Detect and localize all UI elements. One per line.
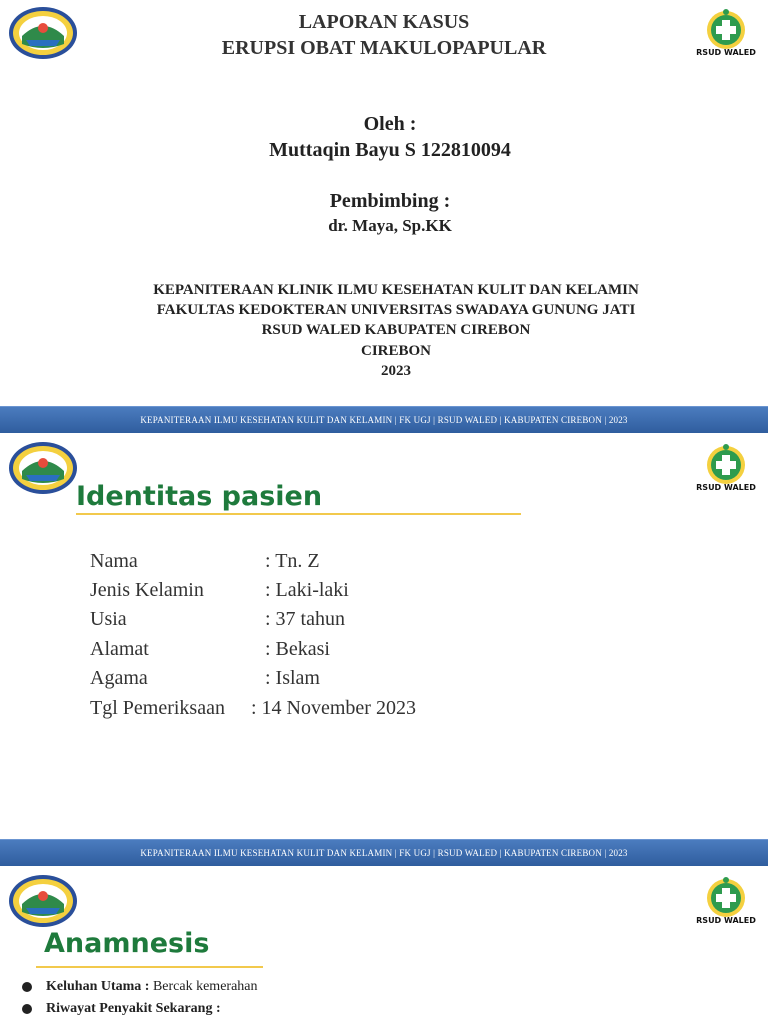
identity-value: : Laki-laki xyxy=(265,579,349,601)
section-heading: Identitas pasien xyxy=(76,481,323,512)
identity-label: Alamat xyxy=(90,638,149,660)
identity-row xyxy=(90,579,349,602)
identity-row xyxy=(90,697,416,720)
heading-underline xyxy=(36,966,263,968)
item-label: Keluhan Utama : xyxy=(46,979,150,994)
identity-label: Usia xyxy=(90,608,127,630)
identity-value: : 14 November 2023 xyxy=(251,697,416,719)
slide-title-line1: LAPORAN KASUS xyxy=(298,11,470,33)
identity-row xyxy=(90,608,345,631)
hospital-logo-label: RSUD WALED xyxy=(696,916,756,925)
slide-title-line2: ERUPSI OBAT MAKULOPAPULAR xyxy=(221,37,547,59)
identity-label: Agama xyxy=(90,667,148,689)
list-item xyxy=(22,979,258,995)
identity-row xyxy=(90,667,320,690)
bullet-icon xyxy=(22,982,32,992)
list-item xyxy=(22,1001,221,1017)
footer-text: KEPANITERAAN ILMU KESEHATAN KULIT DAN KELAMIN | FK UGJ | RSUD WALED | KABUPATEN CIREBON | 2023 xyxy=(140,848,628,858)
institution-line: RSUD WALED KABUPATEN CIREBON xyxy=(261,322,531,338)
slide-anamnesis xyxy=(0,866,768,1024)
hospital-logo-label: RSUD WALED xyxy=(696,48,756,57)
identity-row xyxy=(90,638,330,661)
institution-year: 2023 xyxy=(381,363,411,379)
identity-value: : Tn. Z xyxy=(265,550,320,572)
university-logo-icon xyxy=(8,874,78,928)
item-text: Bercak kemerahan xyxy=(149,979,258,994)
identity-value: : 37 tahun xyxy=(265,608,345,630)
identity-label: Tgl Pemeriksaan xyxy=(90,697,225,719)
advisor-name: dr. Maya, Sp.KK xyxy=(328,216,452,235)
section-heading: Anamnesis xyxy=(44,928,210,959)
identity-value: : Bekasi xyxy=(265,638,330,660)
identity-label: Jenis Kelamin xyxy=(90,579,204,601)
bullet-icon xyxy=(22,1004,32,1014)
identity-value: : Islam xyxy=(265,667,320,689)
institution-line: FAKULTAS KEDOKTERAN UNIVERSITAS SWADAYA GUNUNG JATI xyxy=(156,302,636,318)
identity-label: Nama xyxy=(90,550,138,572)
footer-text: KEPANITERAAN ILMU KESEHATAN KULIT DAN KELAMIN | FK UGJ | RSUD WALED | KABUPATEN CIREBON | 2023 xyxy=(140,415,628,425)
slide-footer xyxy=(0,406,768,433)
institution-line: KEPANITERAAN KLINIK ILMU KESEHATAN KULIT DAN KELAMIN xyxy=(153,282,639,298)
advisor-label: Pembimbing : xyxy=(329,190,451,212)
hospital-logo-label: RSUD WALED xyxy=(696,483,756,492)
author-name: Muttaqin Bayu S 122810094 xyxy=(269,139,511,161)
hospital-logo-icon xyxy=(690,876,762,934)
slide-patient-identity xyxy=(0,433,768,866)
heading-underline xyxy=(76,513,521,515)
institution-line: CIREBON xyxy=(360,343,431,359)
item-label: Riwayat Penyakit Sekarang : xyxy=(46,1001,221,1016)
university-logo-icon xyxy=(8,441,78,495)
author-label: Oleh : xyxy=(363,113,417,135)
slide-title xyxy=(0,0,768,433)
identity-row xyxy=(90,550,320,573)
hospital-logo-icon xyxy=(690,443,762,501)
slide-footer xyxy=(0,839,768,866)
